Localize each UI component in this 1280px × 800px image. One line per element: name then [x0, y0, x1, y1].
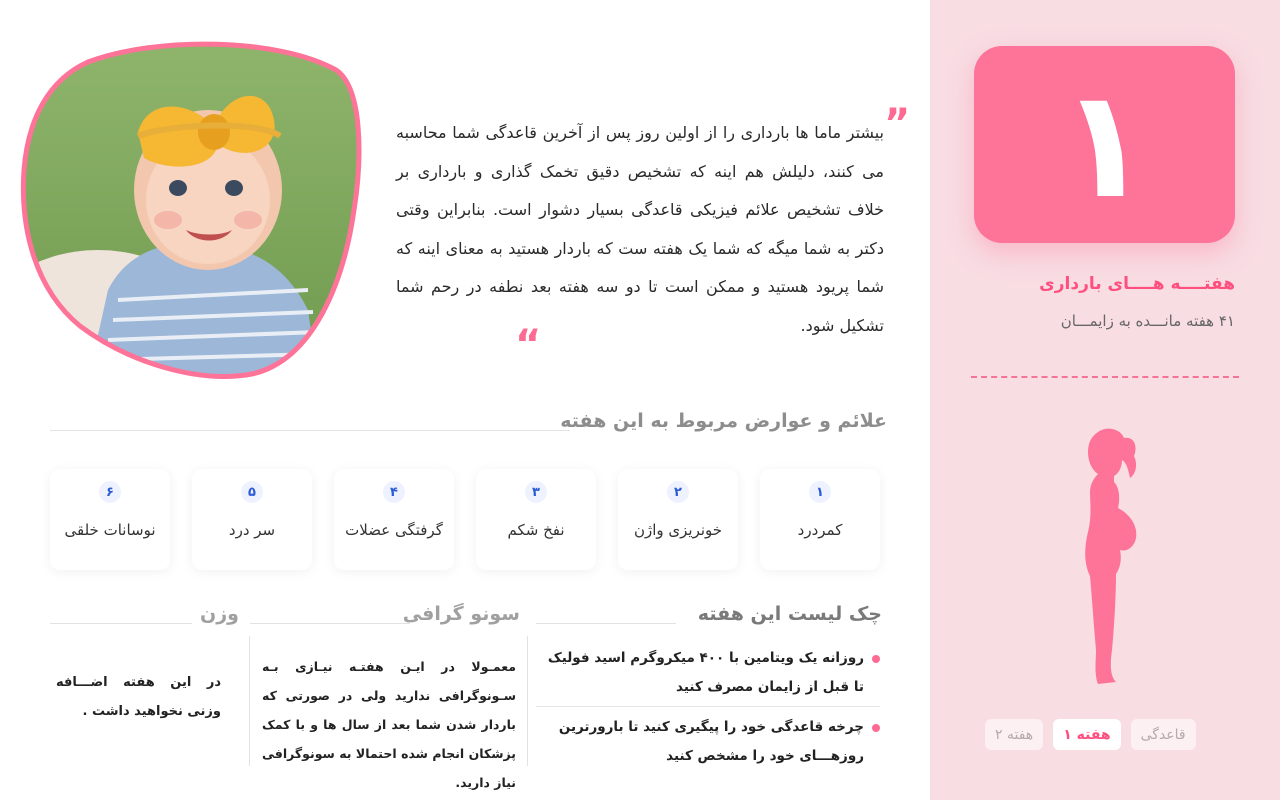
- checklist: [536, 644, 880, 771]
- checklist-divider: [536, 623, 676, 624]
- checklist-item: روزانه یک ویتامین با ۴۰۰ میکروگرم اسید فولیک تا قبل از زایمان مصرف کنید: [536, 644, 880, 702]
- symptom-label: سر درد: [228, 521, 276, 539]
- symptom-card: [760, 469, 880, 570]
- column-divider: [249, 636, 250, 766]
- checklist-item: چرخه قاعدگی خود را پیگیری کنید تا بارورترین روزهـــای خود را مشخص کنید: [536, 713, 880, 771]
- sonography-text: معمـولا در ایـن هفتـه نیـازی بـه سـونوگرافی ندارید ولی در صورتی که باردار شدن شما بعد از سال ها و با کمک پزشکان انجام شده احتمالا به سونوگرافی نیاز دارید.: [262, 659, 516, 790]
- symptom-number: ۳: [525, 481, 547, 503]
- sidebar: [930, 0, 1280, 800]
- weight-divider: [50, 623, 192, 624]
- tab-week-2[interactable]: هفته ۲: [985, 719, 1043, 750]
- symptoms-list: [50, 469, 880, 570]
- symptom-number: ۵: [241, 481, 263, 503]
- symptom-number: ۱: [809, 481, 831, 503]
- symptom-label: خونریزی واژن: [633, 521, 723, 539]
- tab-period[interactable]: قاعدگی: [1131, 719, 1196, 750]
- symptom-number: ۴: [383, 481, 405, 503]
- tab-week-1[interactable]: هفته ۱: [1053, 719, 1120, 750]
- week-number-card: [974, 46, 1235, 243]
- sidebar-title: هفتــــه هــــای بارداری: [1039, 274, 1235, 294]
- column-divider: [527, 636, 528, 766]
- checklist-title: چک لیست این هفته: [697, 603, 882, 625]
- symptom-number: ۲: [667, 481, 689, 503]
- week-number: ۱: [1058, 57, 1151, 232]
- symptom-label: نوسانات خلقی: [64, 521, 156, 539]
- symptom-label: نفخ شکم: [507, 521, 565, 539]
- sonography-title: سونو گرافی: [402, 603, 520, 625]
- baby-photo: [18, 40, 365, 380]
- symptom-number: ۶: [99, 481, 121, 503]
- weeks-remaining: ۴۱ هفته مانـــده به زایمـــان: [1060, 312, 1235, 330]
- symptom-card: [50, 469, 170, 570]
- symptom-card: [334, 469, 454, 570]
- symptom-label: گرفتگی عضلات: [345, 521, 443, 539]
- intro-paragraph: بیشتر ماما ها بارداری را از اولین روز پس از آخرین قاعدگی شما محاسبه می کنند، دلیلش هم اینه که تشخیص دقیق تخمک گذاری و بارداری بر خلاف تشخیص علائم فیزیکی قاعدگی بسیار دشوار است. بنابراین وقتی دکتر به شما میگه که شما یک هفته ست که باردار هستید به معنای اینه که شما پریود هستید و ممکن است تا دو سه هفته بعد نطفه در رحم شما تشکیل شود.: [396, 123, 884, 335]
- symptom-card: [618, 469, 738, 570]
- quote-close-icon: “: [515, 322, 542, 368]
- week-navigation: [985, 719, 1196, 750]
- pregnant-woman-silhouette-icon: [1076, 428, 1146, 686]
- dashed-divider: [971, 376, 1239, 378]
- weight-text: در این هفته اضـــافه وزنی نخواهید داشت .: [56, 675, 221, 719]
- sonography-divider: [250, 623, 410, 624]
- symptom-card: [476, 469, 596, 570]
- symptoms-divider: [50, 430, 570, 431]
- symptom-label: کمردرد: [797, 521, 843, 539]
- checklist-separator: [536, 706, 880, 707]
- weight-title: وزن: [200, 603, 239, 625]
- quote-open-icon: ”: [884, 101, 911, 147]
- symptom-card: [192, 469, 312, 570]
- symptoms-title: علائم و عوارض مربوط به این هفته: [560, 410, 887, 432]
